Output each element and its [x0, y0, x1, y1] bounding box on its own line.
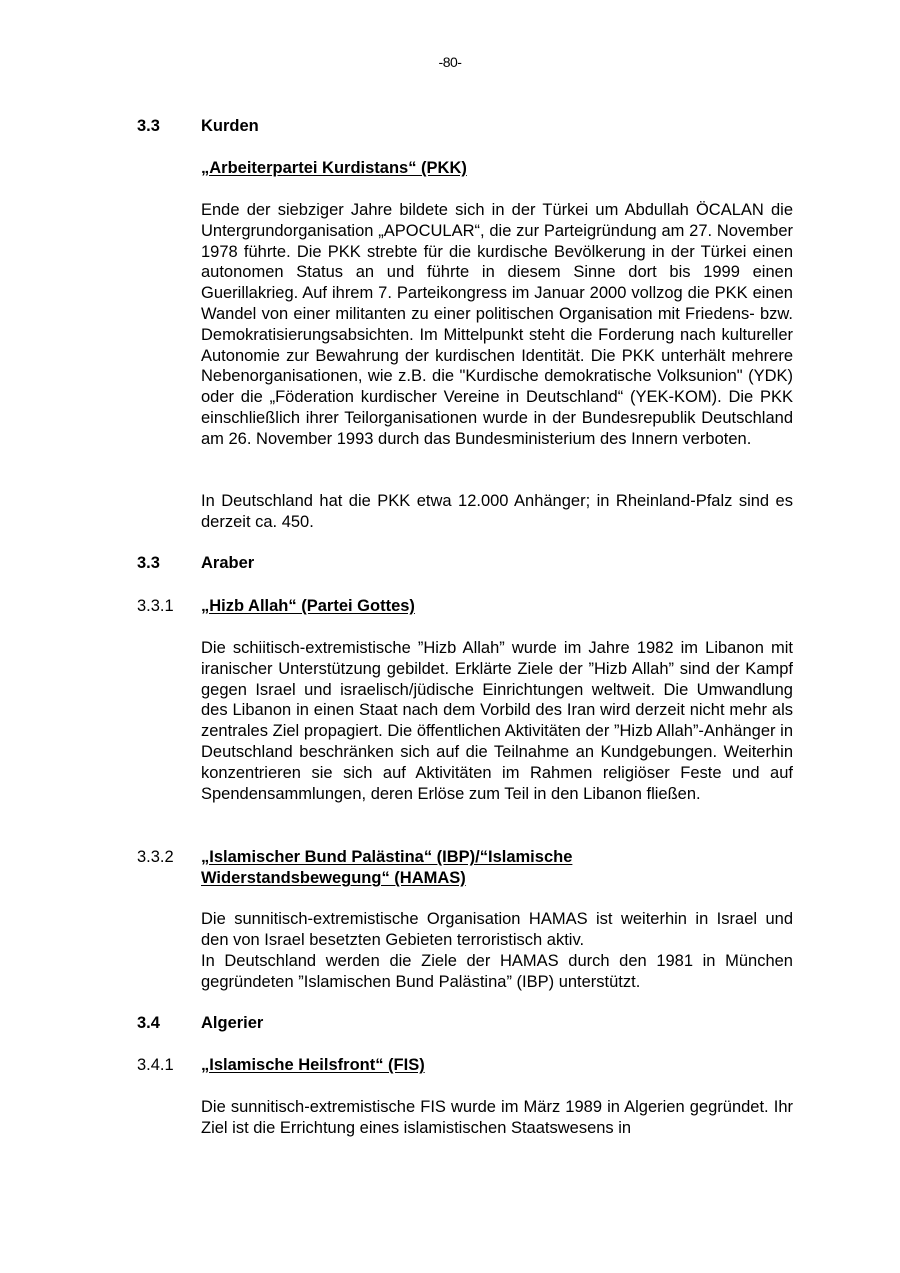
subsection-number-fis: 3.4.1: [137, 1056, 174, 1074]
pkk-paragraph: Ende der siebziger Jahre bildete sich in der Türkei um Abdullah ÖCALAN die Untergrundorganisation „APOCULAR“, die zur Parteigründung am 27. November 1978 führte. Die PKK strebte für die kurdische Bevölkerung in der Türkei einen autonomen Status an und führte in diesem Sinne dort bis 1999 einen Guerillakrieg. Auf ihrem 7. Parteikongress im Januar 2000 vollzog die PKK einen Wandel von einer militanten zu einer politischen Organisation mit Friedens- bzw. Demokratisierungsabsichten. Im Mittelpunkt steht die Forderung nach kultureller Autonomie zur Bewahrung der kurdischen Identität. Die PKK unterhält mehrere Nebenorganisationen, wie z.B. die "Kurdische demokratische Volksunion" (YDK) oder die „Föderation kurdischer Vereine in Deutschland“ (YEK-KOM). Die PKK einschließlich ihrer Teilorganisationen wurde in der Bundesrepublik Deutschland am 26. November 1993 durch das Bundesministerium des Innern verboten.: [201, 201, 793, 448]
subsection-title-hizb: „Hizb Allah“ (Partei Gottes): [201, 597, 415, 615]
page-number: -80-: [438, 54, 462, 70]
section-title-araber: Araber: [201, 554, 255, 572]
pkk-followers-paragraph: In Deutschland hat die PKK etwa 12.000 Anhänger; in Rheinland-Pfalz sind es derzeit ca. 450.: [201, 492, 793, 531]
subsection-number-hamas: 3.3.2: [137, 848, 174, 866]
section-number-algerier: 3.4: [137, 1014, 160, 1032]
section-number-araber: 3.3: [137, 554, 160, 572]
section-title-algerier: Algerier: [201, 1014, 264, 1032]
section-number-kurden: 3.3: [137, 117, 160, 135]
subsection-title-hamas-line1: „Islamischer Bund Palästina“ (IBP)/“Islamische: [201, 848, 573, 866]
hamas-paragraph: Die sunnitisch-extremistische Organisation HAMAS ist weiterhin in Israel und den von Israel besetzten Gebieten terroristisch aktiv.: [201, 910, 793, 949]
hizb-paragraph: Die schiitisch-extremistische ”Hizb Allah” wurde im Jahre 1982 im Libanon mit iranischer Unterstützung gebildet. Erklärte Ziele der ”Hizb Allah” sind der Kampf gegen Israel und israelisch/jüdische Einrichtungen weltweit. Die Umwandlung des Libanon in einen Staat nach dem Vorbild des Iran wird derzeit nicht mehr als zentrales Ziel propagiert. Die öffentlichen Aktivitäten der ”Hizb Allah”-Anhänger in Deutschland beschränken sich auf die Teilnahme an Kundgebungen. Weiterhin konzentrieren sie sich auf Aktivitäten im Rahmen religiöser Feste und auf Spendensammlungen, deren Erlöse zum Teil in den Libanon fließen.: [201, 639, 793, 803]
subsection-title-fis: „Islamische Heilsfront“ (FIS): [201, 1056, 425, 1074]
subsection-number-hizb: 3.3.1: [137, 597, 174, 615]
subsection-title-hamas-line2: Widerstandsbewegung“ (HAMAS): [201, 869, 466, 887]
fis-paragraph: Die sunnitisch-extremistische FIS wurde im März 1989 in Algerien gegründet. Ihr Ziel ist die Errichtung eines islamistischen Staatswesens in: [201, 1098, 793, 1137]
subsection-title-pkk: „Arbeiterpartei Kurdistans“ (PKK): [201, 159, 467, 177]
hamas-ibp-paragraph: In Deutschland werden die Ziele der HAMAS durch den 1981 in München gegründeten ”Islamischen Bund Palästina” (IBP) unterstützt.: [201, 952, 793, 991]
section-title-kurden: Kurden: [201, 117, 259, 135]
